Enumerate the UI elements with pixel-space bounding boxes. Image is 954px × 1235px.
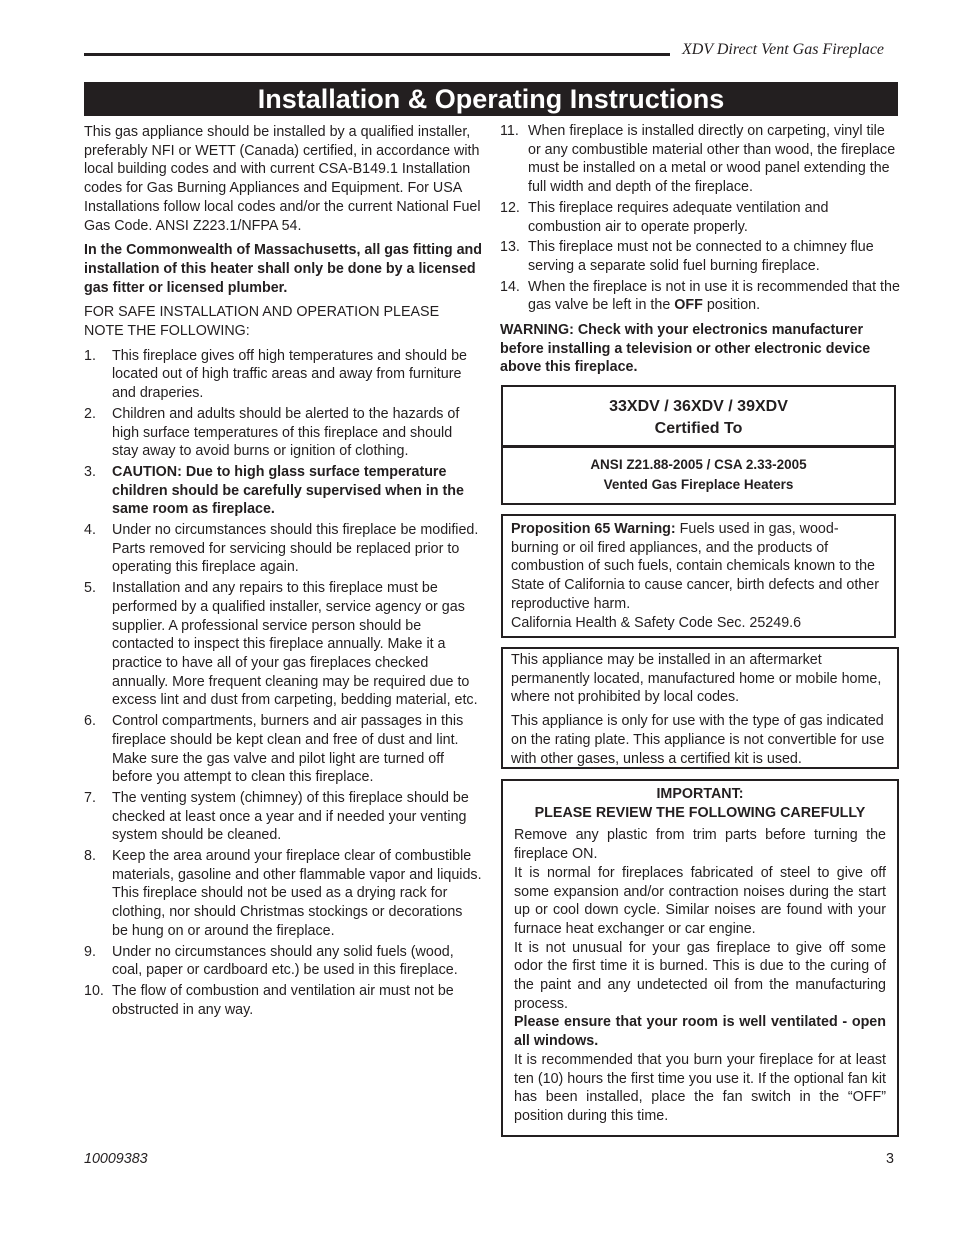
document-number: 10009383 [84,1151,148,1167]
mobile-home-notice-box [501,647,899,769]
safe-installation-note: FOR SAFE INSTALLATION AND OPERATION PLEASE NOTE THE FOLLOWING: [84,304,440,340]
list-item: 13. This fireplace must not be connected to a chimney flue serving a separate solid fuel burning fireplace. [500,239,874,274]
ventilation-notice: Please ensure that your room is well ventilated - open all windows. [514,1014,886,1050]
model-list: 33XDV / 36XDV / 39XDV [609,398,788,415]
gas-type-paragraph: This appliance is only for use with the type of gas indicated on the rating plate. This appliance is not convertible for use with other gases, unless a certified kit is used. [511,713,885,767]
intro-paragraph: This gas appliance should be installed by a qualified installer, preferably NFI or WETT (Canada) certified, in accordance with local building codes and with current CSA-B149.1 Installation codes for Gas Burning Appliances and Equipment. For USA Installations follow local codes and/or the current National Fuel Gas Code. ANSI Z223.1/NFPA 54. [84,124,481,234]
header-rule [84,53,670,56]
safety-list-left [84,347,482,1020]
list-item: 7. The venting system (chimney) of this fireplace should be checked at least once a year and if needed your venting system should be cleaned. [84,789,469,844]
safety-list-right [500,122,900,315]
prop65-code: California Health & Safety Code Sec. 25249.6 [511,614,802,631]
important-notice-box [501,779,899,1137]
right-column [500,122,900,383]
certification-standard: ANSI Z21.88-2005 / CSA 2.33-2005 [590,457,807,472]
list-item: 8. Keep the area around your fireplace clear of combustible materials, gasoline and other flammable vapor and liquids. This fireplace should not be used as a drying rack for clothing, nor should Christmas stockings or decorations be hung on or around the fireplace. [84,848,482,939]
important-paragraph: It is not unusual for your gas fireplace to give off some odor the first time it is burned. This is due to the curing of the paint and any undetected oil from the manufacturing process. [514,939,886,1012]
massachusetts-notice: In the Commonwealth of Massachusetts, all gas fitting and installation of this heater shall only be done by a licensed gas fitter or licensed plumber. [84,242,482,296]
important-paragraph: It is recommended that you burn your fireplace for at least ten (10) hours the first time you use it. If the optional fan kit has been installed, place the fan switch in the “OFF” position during this time. [514,1051,886,1124]
important-paragraph: Remove any plastic from trim parts before turning the fireplace ON. [514,827,886,863]
list-item: 14. When the fireplace is not in use it is recommended that the gas valve be left in the OFF position. [500,278,900,314]
list-item: 5. Installation and any repairs to this fireplace must be performed by a qualified installer, service agency or gas supplier. A professional service person should be contacted to inspect this fireplace annually. Make it a practice to have all of your gas fireplaces checked annually. More frequent cleaning may be required due to excess lint and dust from carpeting, bedding material, etc. [84,580,478,709]
prop65-warning-box [501,514,896,638]
important-paragraph: It is normal for fireplaces fabricated of steel to give off some expansion and/or contraction noises during the start up or cool down cycle. Similar noises are found with your furnace heat exchanger or car engine. [514,864,886,937]
prop65-text: Proposition 65 Warning: Fuels used in gas, wood-burning or oil fired appliances, and the products of combustion of such fuels, contain chemicals known to the State of California to cause cancer, birth defects and other reproductive harm. [511,521,879,612]
list-item: 11. When fireplace is installed directly on carpeting, vinyl tile or any combustible material other than wood, the fireplace must be installed on a metal or wood panel extending the full width and depth of the fireplace. [500,123,896,196]
certification-box [501,385,896,447]
list-item: 12. This fireplace requires adequate ventilation and combustion air to operate properly. [500,199,829,235]
page-number: 3 [886,1151,894,1167]
list-item: 6. Control compartments, burners and air passages in this fireplace should be kept clean and free of dust and lint. Make sure the gas valve and pilot light are turned off before you attempt to clean this fireplace. [84,713,464,786]
mobile-home-paragraph: This appliance may be installed in an aftermarket permanently located, manufactured home or mobile home, where not prohibited by local codes. [511,652,882,706]
list-item: 4. Under no circumstances should this fireplace be modified. Parts removed for servicing should be replaced prior to operating this fireplace again. [84,522,479,576]
list-item: 10. The flow of combustion and ventilation air must not be obstructed in any way. [84,982,454,1018]
electronics-warning: WARNING: Check with your electronics manufacturer before installing a television or other electronic device above this fireplace. [500,322,871,376]
important-heading: IMPORTANT: PLEASE REVIEW THE FOLLOWING CAREFULLY [534,786,866,821]
list-item: 9. Under no circumstances should any solid fuels (wood, coal, paper or cardboard etc.) be used in this fireplace. [84,943,458,979]
page-title: Installation & Operating Instructions [84,82,898,116]
certification-category: Vented Gas Fireplace Heaters [603,477,794,492]
list-item: 3. CAUTION: Due to high glass surface temperature children should be carefully supervised when in the same room as fireplace. [84,463,464,518]
list-item: 2. Children and adults should be alerted to the hazards of high surface temperatures of this fireplace and should stay away to avoid burns or ignition of clothing. [84,405,460,460]
left-column [84,123,482,1021]
running-title: XDV Direct Vent Gas Fireplace [682,41,885,58]
certified-to-label: Certified To [654,420,743,437]
certification-standard-box [501,447,896,505]
list-item: 1. This fireplace gives off high temperatures and should be located out of high traffic areas and away from furniture and draperies. [84,347,467,402]
